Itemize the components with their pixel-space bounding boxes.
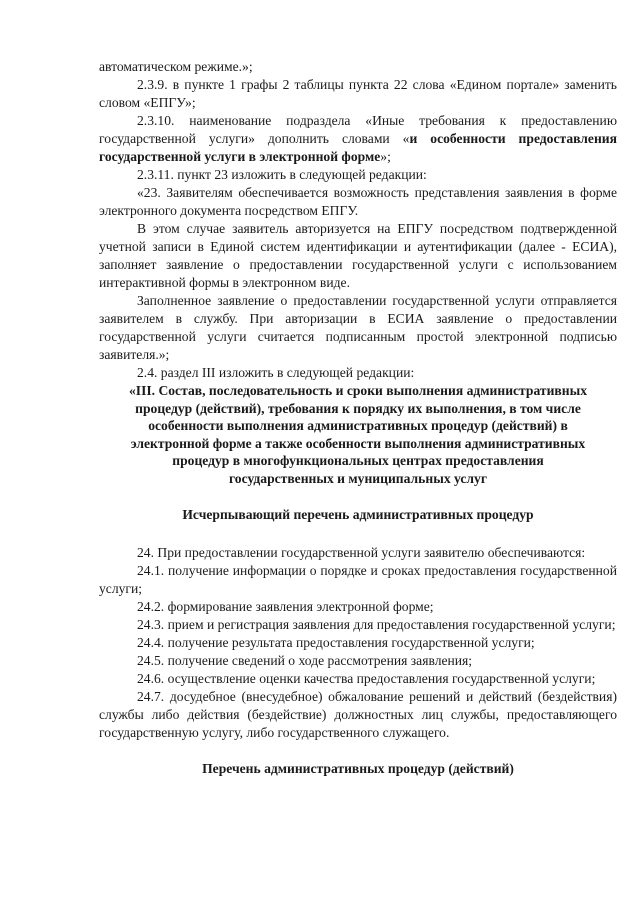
paragraph-2-3-10-text: 2.3.10. наименование подраздела «Иные требования к предоставлению государственной услуги» дополнить словами « (99, 113, 617, 146)
list-item-24-7: 24.7. досудебное (внесудебное) обжалование решений и действий (бездействия) службы либо действия (бездействие) должностных лиц службы, предоставляющего государственную услугу, либо государственного служащего. (99, 688, 617, 740)
heading-procedures-actions: Перечень административных процедур (действий) (202, 760, 514, 776)
list-item-24-3: 24.3. прием и регистрация заявления для предоставления государственной услуги; (137, 616, 616, 632)
paragraph-2-3-11: 2.3.11. пункт 23 изложить в следующей редакции: (137, 167, 427, 182)
list-item-24-1: 24.1. получение информации о порядке и сроках предоставления государственной услуги; (99, 562, 617, 596)
heading-procedures-list: Исчерпывающий перечень административных процедур (182, 506, 534, 522)
list-item-24-5: 24.5. получение сведений о ходе рассмотрения заявления; (137, 652, 473, 668)
list-item-24-4: 24.4. получение результата предоставления государственной услуги; (137, 634, 535, 650)
paragraph-2-3-10-end: »; (380, 149, 391, 164)
paragraph-filled-application: Заполненное заявление о предоставлении государственной услуги отправляется заявителем в службу. При авторизации в ЕСИА заявление о предоставлении государственной услуги считается подписанным простой электронной подписью заявителя.»; (99, 293, 617, 362)
paragraph-2-4: 2.4. раздел III изложить в следующей редакции: (137, 365, 415, 380)
paragraph-2-3-9: 2.3.9. в пункте 1 графы 2 таблицы пункта 22 слова «Едином портале» заменить словом «ЕПГУ»; (99, 77, 617, 110)
paragraph-23: «23. Заявителям обеспечивается возможность представления заявления в форме электронного документа посредством ЕПГУ. (99, 185, 617, 218)
list-item-24-2: 24.2. формирование заявления электронной форме; (137, 598, 434, 614)
paragraph-2-3-10-bold: и особенности предоставления государственной услуги в электронной форме (99, 131, 617, 164)
paragraph-2-3-10 (99, 112, 617, 166)
section-title: «III. Состав, последовательность и сроки выполнения административных процедур (действий), требования к порядку их выполнения, в том числе особенности выполнения административных процедур (действий) в электронной форме а также особенности выполнения административных процедур в многофункциональных центрах предоставления государственных и муниципальных услуг (128, 383, 587, 486)
document-page (99, 58, 617, 778)
paragraph-esia: В этом случае заявитель авторизуется на ЕПГУ посредством подтвержденной учетной записи в Единой систем идентификации и аутентификации (далее - ЕСИА), заполняет заявление о предоставлении государственной услуги с использованием интерактивной формы в электронном виде. (99, 221, 617, 290)
paragraph-24: 24. При предоставлении государственной услуги заявителю обеспечиваются: (137, 544, 586, 560)
paragraph-continuation: автоматическом режиме.»; (99, 59, 253, 74)
list-item-24-6: 24.6. осуществление оценки качества предоставления государственной услуги; (137, 670, 596, 686)
